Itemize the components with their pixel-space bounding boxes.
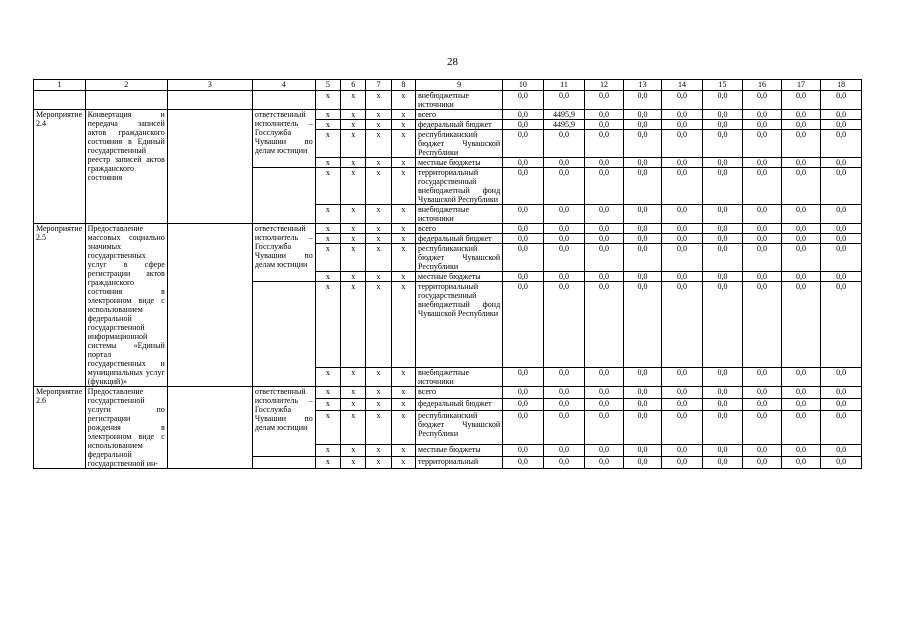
value-cell: 0,0 bbox=[543, 91, 585, 110]
funding-source: федеральный бюджет bbox=[416, 234, 503, 244]
value-cell: 0,0 bbox=[702, 399, 743, 411]
value-cell: 0,0 bbox=[543, 158, 585, 168]
x-cell: x bbox=[341, 120, 366, 130]
value-cell: 0,0 bbox=[543, 168, 585, 205]
x-cell: x bbox=[366, 387, 391, 399]
value-cell: 0,0 bbox=[821, 456, 862, 468]
value-cell: 0,0 bbox=[662, 110, 703, 120]
x-cell: x bbox=[391, 120, 415, 130]
x-cell: x bbox=[315, 282, 340, 368]
x-cell: x bbox=[341, 387, 366, 399]
value-cell: 0,0 bbox=[662, 224, 703, 234]
value-cell: 0,0 bbox=[585, 91, 624, 110]
value-cell: 0,0 bbox=[743, 368, 782, 387]
x-cell: x bbox=[391, 168, 415, 205]
x-cell: x bbox=[341, 456, 366, 468]
x-cell: x bbox=[366, 244, 391, 272]
header-cell: 7 bbox=[366, 80, 391, 91]
funding-source: территориальный государственный внебюджетный фонд Чувашской Республики bbox=[416, 168, 503, 205]
value-cell: 0,0 bbox=[623, 387, 662, 399]
funding-source: всего bbox=[416, 387, 503, 399]
value-cell: 0,0 bbox=[503, 205, 544, 224]
executor-cell bbox=[252, 91, 315, 110]
value-cell: 0,0 bbox=[623, 244, 662, 272]
x-cell: x bbox=[366, 444, 391, 456]
value-cell: 0,0 bbox=[543, 399, 585, 411]
header-cell: 11 bbox=[543, 80, 585, 91]
x-cell: x bbox=[366, 120, 391, 130]
executor-cell: ответственный исполнитель – Госслужба Чувашии по делам юстиции bbox=[252, 110, 315, 168]
x-cell: x bbox=[315, 399, 340, 411]
value-cell: 0,0 bbox=[781, 158, 821, 168]
header-cell: 8 bbox=[391, 80, 415, 91]
value-cell: 0,0 bbox=[821, 130, 862, 158]
value-cell: 0,0 bbox=[662, 158, 703, 168]
x-cell: x bbox=[315, 91, 340, 110]
table-row bbox=[34, 224, 862, 234]
x-cell: x bbox=[341, 130, 366, 158]
value-cell: 0,0 bbox=[702, 224, 743, 234]
x-cell: x bbox=[366, 168, 391, 205]
value-cell: 0,0 bbox=[781, 224, 821, 234]
value-cell: 0,0 bbox=[702, 456, 743, 468]
x-cell: x bbox=[391, 234, 415, 244]
x-cell: x bbox=[391, 456, 415, 468]
value-cell: 0,0 bbox=[821, 272, 862, 282]
value-cell: 0,0 bbox=[821, 234, 862, 244]
funding-source: территориальный bbox=[416, 456, 503, 468]
value-cell: 0,0 bbox=[743, 399, 782, 411]
value-cell: 0,0 bbox=[743, 282, 782, 368]
col3-cell bbox=[167, 387, 252, 469]
x-cell: x bbox=[366, 399, 391, 411]
measure-label: Мероприятие 2.5 bbox=[34, 224, 86, 387]
value-cell: 0,0 bbox=[743, 224, 782, 234]
measure-label: Мероприятие 2.4 bbox=[34, 110, 86, 224]
value-cell: 0,0 bbox=[623, 272, 662, 282]
value-cell: 0,0 bbox=[623, 224, 662, 234]
x-cell: x bbox=[315, 205, 340, 224]
header-cell: 4 bbox=[252, 80, 315, 91]
value-cell: 0,0 bbox=[781, 91, 821, 110]
value-cell: 0,0 bbox=[503, 368, 544, 387]
value-cell: 0,0 bbox=[662, 244, 703, 272]
value-cell: 0,0 bbox=[503, 411, 544, 445]
value-cell: 0,0 bbox=[503, 168, 544, 205]
value-cell: 0,0 bbox=[623, 205, 662, 224]
value-cell: 0,0 bbox=[821, 411, 862, 445]
x-cell: x bbox=[366, 158, 391, 168]
value-cell: 0,0 bbox=[662, 368, 703, 387]
value-cell: 0,0 bbox=[623, 234, 662, 244]
x-cell: x bbox=[391, 244, 415, 272]
measure-name: Предоставление массовых социально значимых государственных услуг в сфере регистрации актов гражданского состояния в электронном виде с использованием федеральной государственной информационной системы «Единый портал государственных и муниципальных услуг (функций)» bbox=[85, 224, 167, 387]
x-cell: x bbox=[341, 282, 366, 368]
measure-name bbox=[85, 91, 167, 110]
header-cell: 10 bbox=[503, 80, 544, 91]
value-cell: 0,0 bbox=[743, 456, 782, 468]
x-cell: x bbox=[391, 282, 415, 368]
header-cell: 17 bbox=[781, 80, 821, 91]
funding-source: республиканский бюджет Чувашской Республики bbox=[416, 130, 503, 158]
value-cell: 0,0 bbox=[585, 282, 624, 368]
value-cell: 0,0 bbox=[702, 130, 743, 158]
value-cell: 0,0 bbox=[503, 399, 544, 411]
value-cell: 0,0 bbox=[543, 387, 585, 399]
x-cell: x bbox=[315, 272, 340, 282]
x-cell: x bbox=[341, 444, 366, 456]
value-cell: 0,0 bbox=[781, 205, 821, 224]
funding-source: местные бюджеты bbox=[416, 444, 503, 456]
page-number: 28 bbox=[447, 56, 458, 68]
x-cell: x bbox=[315, 387, 340, 399]
value-cell: 0,0 bbox=[543, 456, 585, 468]
x-cell: x bbox=[315, 234, 340, 244]
x-cell: x bbox=[366, 130, 391, 158]
value-cell: 0,0 bbox=[543, 444, 585, 456]
value-cell: 0,0 bbox=[585, 158, 624, 168]
x-cell: x bbox=[315, 456, 340, 468]
measure-label bbox=[34, 91, 86, 110]
table-row bbox=[34, 387, 862, 399]
value-cell: 0,0 bbox=[781, 387, 821, 399]
table-row bbox=[34, 110, 862, 120]
value-cell: 0,0 bbox=[662, 399, 703, 411]
executor-cell-blank bbox=[252, 168, 315, 224]
x-cell: x bbox=[391, 110, 415, 120]
value-cell: 0,0 bbox=[781, 130, 821, 158]
value-cell: 0,0 bbox=[585, 234, 624, 244]
x-cell: x bbox=[315, 368, 340, 387]
value-cell: 0,0 bbox=[503, 444, 544, 456]
value-cell: 0,0 bbox=[702, 368, 743, 387]
value-cell: 0,0 bbox=[821, 158, 862, 168]
value-cell: 0,0 bbox=[743, 110, 782, 120]
x-cell: x bbox=[391, 387, 415, 399]
value-cell: 0,0 bbox=[702, 110, 743, 120]
value-cell: 0,0 bbox=[662, 205, 703, 224]
x-cell: x bbox=[391, 158, 415, 168]
header-cell: 14 bbox=[662, 80, 703, 91]
value-cell: 0,0 bbox=[662, 387, 703, 399]
value-cell: 0,0 bbox=[543, 368, 585, 387]
value-cell: 0,0 bbox=[662, 130, 703, 158]
x-cell: x bbox=[391, 399, 415, 411]
value-cell: 0,0 bbox=[585, 120, 624, 130]
value-cell: 0,0 bbox=[781, 368, 821, 387]
x-cell: x bbox=[366, 272, 391, 282]
value-cell: 0,0 bbox=[821, 120, 862, 130]
value-cell: 0,0 bbox=[623, 456, 662, 468]
value-cell: 0,0 bbox=[743, 234, 782, 244]
value-cell: 0,0 bbox=[585, 456, 624, 468]
value-cell: 0,0 bbox=[781, 234, 821, 244]
x-cell: x bbox=[366, 411, 391, 445]
value-cell: 4495,9 bbox=[543, 110, 585, 120]
executor-cell-blank bbox=[252, 456, 315, 468]
value-cell: 0,0 bbox=[623, 120, 662, 130]
value-cell: 0,0 bbox=[503, 234, 544, 244]
col3-cell bbox=[167, 91, 252, 110]
value-cell: 0,0 bbox=[585, 399, 624, 411]
value-cell: 0,0 bbox=[821, 399, 862, 411]
value-cell: 0,0 bbox=[503, 456, 544, 468]
value-cell: 0,0 bbox=[743, 130, 782, 158]
value-cell: 0,0 bbox=[781, 110, 821, 120]
value-cell: 0,0 bbox=[702, 168, 743, 205]
value-cell: 0,0 bbox=[821, 244, 862, 272]
value-cell: 0,0 bbox=[503, 91, 544, 110]
funding-source: федеральный бюджет bbox=[416, 399, 503, 411]
value-cell: 0,0 bbox=[543, 130, 585, 158]
value-cell: 0,0 bbox=[702, 205, 743, 224]
x-cell: x bbox=[366, 456, 391, 468]
x-cell: x bbox=[341, 158, 366, 168]
value-cell: 0,0 bbox=[702, 282, 743, 368]
value-cell: 0,0 bbox=[662, 282, 703, 368]
value-cell: 0,0 bbox=[781, 272, 821, 282]
header-cell: 18 bbox=[821, 80, 862, 91]
x-cell: x bbox=[366, 110, 391, 120]
x-cell: x bbox=[315, 224, 340, 234]
value-cell: 0,0 bbox=[702, 272, 743, 282]
value-cell: 0,0 bbox=[821, 205, 862, 224]
value-cell: 0,0 bbox=[503, 110, 544, 120]
value-cell: 0,0 bbox=[623, 130, 662, 158]
value-cell: 0,0 bbox=[662, 234, 703, 244]
funding-source: территориальный государственный внебюджетный фонд Чувашской Республики bbox=[416, 282, 503, 368]
value-cell: 0,0 bbox=[543, 205, 585, 224]
value-cell: 0,0 bbox=[503, 272, 544, 282]
value-cell: 0,0 bbox=[821, 168, 862, 205]
value-cell: 4495,9 bbox=[543, 120, 585, 130]
funding-source: внебюджетные источники bbox=[416, 368, 503, 387]
value-cell: 0,0 bbox=[821, 444, 862, 456]
value-cell: 0,0 bbox=[702, 387, 743, 399]
value-cell: 0,0 bbox=[743, 120, 782, 130]
value-cell: 0,0 bbox=[585, 368, 624, 387]
value-cell: 0,0 bbox=[623, 368, 662, 387]
value-cell: 0,0 bbox=[743, 168, 782, 205]
x-cell: x bbox=[315, 411, 340, 445]
value-cell: 0,0 bbox=[702, 158, 743, 168]
x-cell: x bbox=[366, 91, 391, 110]
value-cell: 0,0 bbox=[743, 272, 782, 282]
value-cell: 0,0 bbox=[743, 158, 782, 168]
header-cell: 9 bbox=[416, 80, 503, 91]
table-row bbox=[34, 91, 862, 110]
x-cell: x bbox=[315, 168, 340, 205]
x-cell: x bbox=[391, 91, 415, 110]
value-cell: 0,0 bbox=[662, 456, 703, 468]
value-cell: 0,0 bbox=[623, 444, 662, 456]
x-cell: x bbox=[366, 368, 391, 387]
value-cell: 0,0 bbox=[702, 120, 743, 130]
value-cell: 0,0 bbox=[702, 411, 743, 445]
x-cell: x bbox=[341, 272, 366, 282]
funding-source: республиканский бюджет Чувашской Республики bbox=[416, 411, 503, 445]
x-cell: x bbox=[341, 168, 366, 205]
x-cell: x bbox=[366, 234, 391, 244]
value-cell: 0,0 bbox=[585, 444, 624, 456]
value-cell: 0,0 bbox=[623, 168, 662, 205]
header-cell: 2 bbox=[85, 80, 167, 91]
value-cell: 0,0 bbox=[662, 411, 703, 445]
x-cell: x bbox=[366, 282, 391, 368]
value-cell: 0,0 bbox=[585, 387, 624, 399]
value-cell: 0,0 bbox=[585, 205, 624, 224]
header-cell: 3 bbox=[167, 80, 252, 91]
funding-source: всего bbox=[416, 224, 503, 234]
header-cell: 16 bbox=[743, 80, 782, 91]
x-cell: x bbox=[391, 368, 415, 387]
header-cell: 5 bbox=[315, 80, 340, 91]
value-cell: 0,0 bbox=[623, 399, 662, 411]
value-cell: 0,0 bbox=[585, 272, 624, 282]
value-cell: 0,0 bbox=[585, 411, 624, 445]
measure-name: Предоставление государственной услуги по регистрации рождения в электронном виде с использованием федеральной государственной ин- bbox=[85, 387, 167, 469]
measure-name: Конвертация и передача записей актов гражданского состояния в Единый государственный реестр записей актов гражданского состояния bbox=[85, 110, 167, 224]
x-cell: x bbox=[341, 224, 366, 234]
x-cell: x bbox=[315, 130, 340, 158]
value-cell: 0,0 bbox=[821, 387, 862, 399]
value-cell: 0,0 bbox=[543, 234, 585, 244]
value-cell: 0,0 bbox=[662, 91, 703, 110]
value-cell: 0,0 bbox=[781, 282, 821, 368]
header-row bbox=[34, 80, 862, 91]
value-cell: 0,0 bbox=[781, 444, 821, 456]
value-cell: 0,0 bbox=[543, 282, 585, 368]
value-cell: 0,0 bbox=[743, 205, 782, 224]
executor-cell: ответственный исполнитель – Госслужба Чувашии по делам юстиции bbox=[252, 224, 315, 282]
value-cell: 0,0 bbox=[585, 244, 624, 272]
value-cell: 0,0 bbox=[743, 387, 782, 399]
value-cell: 0,0 bbox=[503, 224, 544, 234]
x-cell: x bbox=[315, 244, 340, 272]
header-cell: 1 bbox=[34, 80, 86, 91]
value-cell: 0,0 bbox=[743, 244, 782, 272]
funding-source: внебюджетные источники bbox=[416, 205, 503, 224]
value-cell: 0,0 bbox=[503, 158, 544, 168]
x-cell: x bbox=[341, 368, 366, 387]
value-cell: 0,0 bbox=[623, 91, 662, 110]
value-cell: 0,0 bbox=[503, 120, 544, 130]
value-cell: 0,0 bbox=[781, 399, 821, 411]
value-cell: 0,0 bbox=[503, 282, 544, 368]
value-cell: 0,0 bbox=[781, 456, 821, 468]
value-cell: 0,0 bbox=[743, 444, 782, 456]
funding-source: федеральный бюджет bbox=[416, 120, 503, 130]
value-cell: 0,0 bbox=[821, 224, 862, 234]
value-cell: 0,0 bbox=[623, 158, 662, 168]
x-cell: x bbox=[391, 444, 415, 456]
value-cell: 0,0 bbox=[585, 224, 624, 234]
value-cell: 0,0 bbox=[781, 244, 821, 272]
x-cell: x bbox=[341, 91, 366, 110]
value-cell: 0,0 bbox=[702, 91, 743, 110]
col3-cell bbox=[167, 110, 252, 224]
value-cell: 0,0 bbox=[662, 444, 703, 456]
value-cell: 0,0 bbox=[623, 282, 662, 368]
header-cell: 13 bbox=[623, 80, 662, 91]
x-cell: x bbox=[391, 272, 415, 282]
value-cell: 0,0 bbox=[543, 224, 585, 234]
value-cell: 0,0 bbox=[662, 168, 703, 205]
col3-cell bbox=[167, 224, 252, 387]
budget-table bbox=[33, 79, 862, 469]
funding-source: всего bbox=[416, 110, 503, 120]
x-cell: x bbox=[391, 411, 415, 445]
funding-source: внебюджетные источники bbox=[416, 91, 503, 110]
value-cell: 0,0 bbox=[821, 110, 862, 120]
x-cell: x bbox=[366, 205, 391, 224]
x-cell: x bbox=[391, 205, 415, 224]
value-cell: 0,0 bbox=[821, 91, 862, 110]
executor-cell: ответственный исполнитель – Госслужба Чувашии по делам юстиции bbox=[252, 387, 315, 457]
value-cell: 0,0 bbox=[585, 110, 624, 120]
value-cell: 0,0 bbox=[503, 244, 544, 272]
x-cell: x bbox=[366, 224, 391, 234]
header-cell: 12 bbox=[585, 80, 624, 91]
x-cell: x bbox=[341, 110, 366, 120]
value-cell: 0,0 bbox=[702, 444, 743, 456]
value-cell: 0,0 bbox=[781, 411, 821, 445]
header-cell: 15 bbox=[702, 80, 743, 91]
value-cell: 0,0 bbox=[543, 244, 585, 272]
x-cell: x bbox=[315, 158, 340, 168]
x-cell: x bbox=[315, 120, 340, 130]
x-cell: x bbox=[341, 234, 366, 244]
value-cell: 0,0 bbox=[821, 368, 862, 387]
x-cell: x bbox=[315, 444, 340, 456]
funding-source: республиканский бюджет Чувашской Республики bbox=[416, 244, 503, 272]
value-cell: 0,0 bbox=[743, 411, 782, 445]
value-cell: 0,0 bbox=[781, 120, 821, 130]
x-cell: x bbox=[315, 110, 340, 120]
header-cell: 6 bbox=[341, 80, 366, 91]
value-cell: 0,0 bbox=[623, 110, 662, 120]
value-cell: 0,0 bbox=[821, 282, 862, 368]
value-cell: 0,0 bbox=[702, 234, 743, 244]
value-cell: 0,0 bbox=[662, 120, 703, 130]
value-cell: 0,0 bbox=[503, 387, 544, 399]
value-cell: 0,0 bbox=[662, 272, 703, 282]
x-cell: x bbox=[391, 130, 415, 158]
x-cell: x bbox=[341, 205, 366, 224]
value-cell: 0,0 bbox=[503, 130, 544, 158]
executor-cell-blank bbox=[252, 282, 315, 387]
measure-label: Мероприятие 2.6 bbox=[34, 387, 86, 469]
x-cell: x bbox=[341, 399, 366, 411]
x-cell: x bbox=[341, 244, 366, 272]
funding-source: местные бюджеты bbox=[416, 158, 503, 168]
value-cell: 0,0 bbox=[585, 130, 624, 158]
value-cell: 0,0 bbox=[585, 168, 624, 205]
funding-source: местные бюджеты bbox=[416, 272, 503, 282]
value-cell: 0,0 bbox=[623, 411, 662, 445]
value-cell: 0,0 bbox=[743, 91, 782, 110]
value-cell: 0,0 bbox=[702, 244, 743, 272]
value-cell: 0,0 bbox=[543, 272, 585, 282]
x-cell: x bbox=[341, 411, 366, 445]
x-cell: x bbox=[391, 224, 415, 234]
value-cell: 0,0 bbox=[781, 168, 821, 205]
value-cell: 0,0 bbox=[543, 411, 585, 445]
